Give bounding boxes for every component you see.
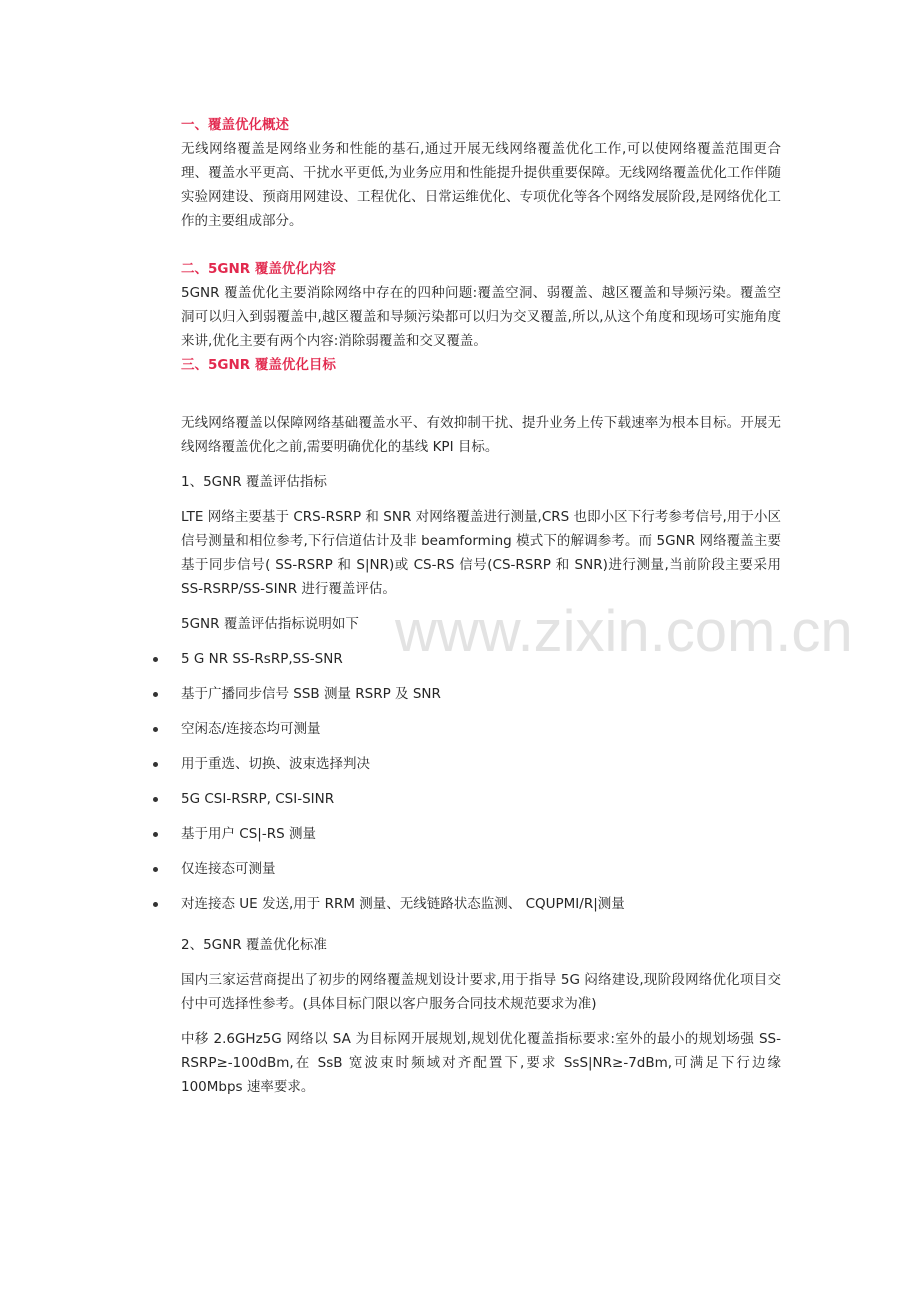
section-3-intro: 无线网络覆盖以保障网络基础覆盖水平、有效抑制干扰、提升业务上传下载速率为根本目标。开展无线网络覆盖优化之前,需要明确优化的基线 KPI 目标。 bbox=[181, 415, 781, 455]
section-1-paragraph: 无线网络覆盖是网络业务和性能的基石,通过开展无线网络覆盖优化工作,可以使网络覆盖范围更合理、覆盖水平更高、干扰水平更低,为业务应用和性能提升提供重要保障。无线网络覆盖优化工作伴随实验网建设、预商用网建设、工程优化、日常运维优化、专项优化等各个网络发展阶段,是网络优化工作的主要组成部分。 bbox=[181, 141, 781, 229]
bullet-icon bbox=[153, 797, 158, 802]
list-item: 用于重选、切换、波束选择判决 bbox=[181, 752, 781, 776]
section-1-heading: 一、覆盖优化概述 bbox=[181, 117, 289, 133]
bullet-icon bbox=[153, 727, 158, 732]
bullet-icon bbox=[153, 902, 158, 907]
bullet-icon bbox=[153, 692, 158, 697]
evaluation-paragraph: LTE 网络主要基于 CRS-RSRP 和 SNR 对网络覆盖进行测量,CRS 也即小区下行考参考信号,用于小区信号测量和相位参考,下行信道估计及非 beamforming 模式下的解调参考。而 5GNR 网络覆盖主要基于同步信号( SS-RSRP 和 S|NR)或 CS-RS 信号(CS-RSRP 和 SNR)进行测量,当前阶段主要采用 SS-RSRP/SS-SINR 进行覆盖评估。 bbox=[181, 509, 781, 597]
standard-paragraph: 国内三家运营商提出了初步的网络覆盖规划设计要求,用于指导 5G 闷络建设,现阶段网络优化项目交付中可选择性参考。(具体目标门限以客户服务合同技术规范要求为准) bbox=[181, 972, 781, 1012]
bullet-icon bbox=[153, 762, 158, 767]
document-body bbox=[181, 113, 781, 1099]
list-item: 5G CSI-RSRP, CSI-SINR bbox=[181, 787, 781, 811]
indicator-intro: 5GNR 覆盖评估指标说明如下 bbox=[181, 616, 359, 632]
subheading-optimization-standard: 2、5GNR 覆盖优化标准 bbox=[181, 937, 327, 953]
bullet-icon bbox=[153, 657, 158, 662]
list-item: 5 G NR SS-RsRP,SS-SNR bbox=[181, 647, 781, 671]
cmcc-requirement-paragraph: 中移 2.6GHz5G 网络以 SA 为目标网开展规划,规划优化覆盖指标要求:室外的最小的规划场强 SS-RSRP≥-100dBm,在 SsB 宽波束时频域对齐配置下,要求 SsS|NR≥-7dBm,可满足下行边缘 100Mbps 速率要求。 bbox=[181, 1031, 781, 1095]
list-item: 基于用户 CS|-RS 测量 bbox=[181, 822, 781, 846]
list-item: 空闲态/连接态均可测量 bbox=[181, 717, 781, 741]
section-3-heading: 三、5GNR 覆盖优化目标 bbox=[181, 357, 336, 373]
list-item: 基于广播同步信号 SSB 测量 RSRP 及 SNR bbox=[181, 682, 781, 706]
indicator-list bbox=[181, 647, 781, 916]
watermark: www.zixin.com.cn bbox=[395, 599, 853, 664]
bullet-icon bbox=[153, 867, 158, 872]
section-2-heading: 二、5GNR 覆盖优化内容 bbox=[181, 261, 336, 277]
list-item: 仅连接态可测量 bbox=[181, 857, 781, 881]
bullet-icon bbox=[153, 832, 158, 837]
list-item: 对连接态 UE 发送,用于 RRM 测量、无线链路状态监测、 CQUPMI/R|测量 bbox=[181, 892, 781, 916]
subheading-evaluation-indicators: 1、5GNR 覆盖评估指标 bbox=[181, 474, 327, 490]
section-2-paragraph: 5GNR 覆盖优化主要消除网络中存在的四种问题:覆盖空洞、弱覆盖、越区覆盖和导频污染。覆盖空洞可以归入到弱覆盖中,越区覆盖和导频污染都可以归为交叉覆盖,所以,从这个角度和现场可实施角度来讲,优化主要有两个内容:消除弱覆盖和交叉覆盖。 bbox=[181, 285, 781, 349]
